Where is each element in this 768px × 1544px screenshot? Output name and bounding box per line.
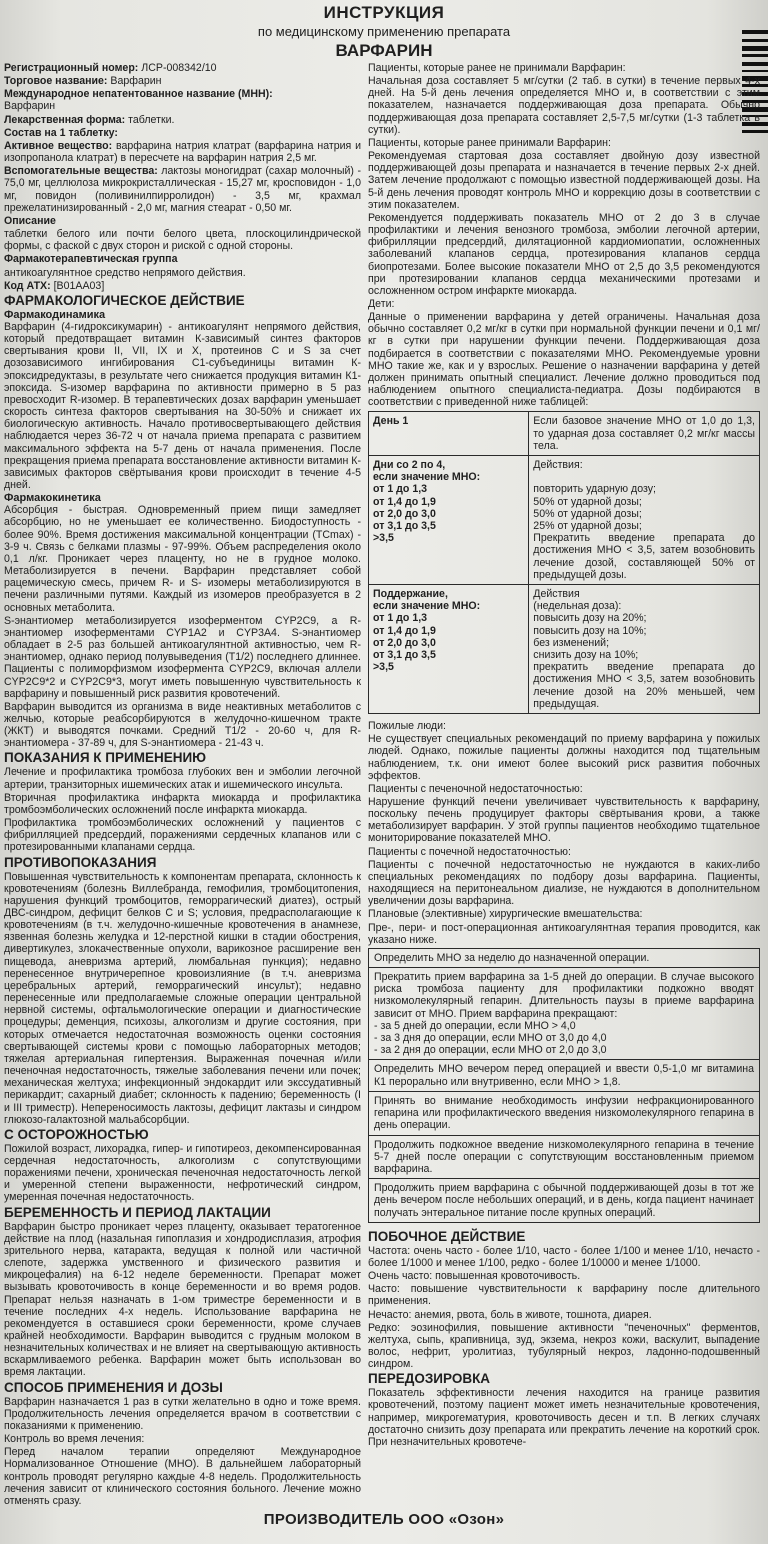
right-column: [368, 62, 760, 1449]
surgery-step: Принять во внимание необходимость инфузии нефракционированного гепарина или профилактического введения низкомолекулярного гепарина в день операции.: [369, 1091, 759, 1135]
dose-table-condition: [369, 455, 529, 584]
dose-table-line: от 2,0 до 3,0: [373, 636, 436, 649]
pharmacokinetics-text-2: S-энантиомер метаболизируется изоферментом CYP2C9, а R-энантиомер изоферментами CYP1A2 и CYP3A4. S-энантиомер обладает в 2-5 раз большей антикоагулянтной активностью, чем R-энантиомер, однако период полувыведения (Т1/2) последнего длиннее. Пациенты с полиморфизмом изофермента CYP2C9, включая аллели CYP2C9*2 и CYP2C9*3, могут иметь повышенную чувствительность к варфарину и повышенный риск развития кровотечений.: [4, 614, 361, 700]
dose-table-line: от 3,1 до 3,5: [373, 520, 436, 532]
section-caution: С ОСТОРОЖНОСТЬЮ: [4, 1126, 149, 1142]
dose-table-line: от 1 до 1,3: [373, 483, 428, 496]
dose-table-line: >3,5: [373, 661, 394, 674]
dose-table-condition: [369, 412, 529, 456]
elderly-label: Пожилые люди:: [368, 720, 446, 733]
pregnancy-text: Варфарин быстро проникает через плаценту, оказывает тератогенное действие на плод (назальная гипоплазия и хондродисплазия, атрофия зрительного нерва, катаракта, ведущая к полной или частичной слепоте, задержка умственного и физического развития и микроцефалия) на 6-12 неделе беременности. Препарат может вызывать кровоточивость в конце беременности и во время родов. Препарат нельзя назначать в 1-ом триместре беременности и в течение последних 4-х недель. Использование варфарина не рекомендуется в оставшиеся сроки беременности, кроме случаев крайней необходимости. Варфарин выводится с грудным молоком в незначительных количествах и не влияет на свертывающую активность вскармливаемого ребенка. Варфарин может быть использован во время лактации.: [4, 1220, 361, 1379]
dose-table-line: если значение МНО:: [373, 600, 481, 613]
doc-subtitle: по медицинскому применению препарата: [257, 24, 511, 39]
surgery-steps-box: [368, 948, 760, 1223]
side-effects-text-2: Очень часто: повышенная кровоточивость.: [368, 1270, 581, 1283]
dosage-text-3: Перед началом терапии определяют Международное Нормализованное Отношение (МНО). В дальнейшем лабораторный контроль проводят регулярно каждые 4-8 недель. Продолжительность лечения зависит от клинического состояния больного. Лечение можно отменять сразу.: [4, 1446, 361, 1507]
dose-table-line: Дни со 2 по 4,: [373, 458, 446, 471]
pharmacodynamics-text: Варфарин (4-гидроксикумарин) - антикоагулянт непрямого действия, который предотвращает витамин К-зависимый синтез факторов свертывания крови II, VII, IX и X, протеинов С и S за счет дозозависимого ингибирования С1-субъединицы витамин К-эпоксидредуктазы, в результате чего снижается продукция витамин К1-эпоксида. S-изомер варфарина по активности примерно в 5 раз превосходит R-изомер. В терапевтических дозах варфарин уменьшает скорость синтеза факторов свертывания на 30-50% и снижает их биологическую активность. Начало противосвертывающего действия наблюдается через 36-72 ч от начала приема препарата с развитием максимального эффекта на 5-7 день от начала применения. После прекращения приема препарата восстановление активности витамин К-зависимых факторов свёртывания крови происходит в течение 4-5 дней.: [4, 320, 361, 491]
manufacturer: ПРОИЗВОДИТЕЛЬ ООО «Озон»: [263, 1511, 505, 1528]
dose-table-line: Прекратить введение препарата до достижения МНО < 3,5, затем возобновить лечение дозой, составляющей 50% от предыдущей дозы.: [533, 532, 755, 581]
liver-label: Пациенты с печеночной недостаточностью:: [368, 782, 583, 795]
dosage-text-2: Контроль во время лечения:: [4, 1433, 145, 1446]
composition-label: Состав на 1 таблетку:: [4, 126, 118, 139]
dose-table-line: от 1 до 1,3: [373, 612, 428, 625]
dose-table-row: [369, 455, 760, 584]
section-overdose: ПЕРЕДОЗИРОВКА: [368, 1371, 491, 1387]
description-label: Описание: [4, 214, 56, 227]
atc-code: Код АТХ: [B01AA03]: [4, 279, 105, 292]
active-substance: Активное вещество: варфарина натрия клатрат (варфарина натрия и изопропанола клатрат) в пересчете на варфарин натрия 2,5 мг.: [4, 139, 361, 165]
subsection-pharmacokinetics: Фармакокинетика: [4, 492, 101, 505]
indications-text-3: Профилактика тромбоэмболических осложнений у пациентов с фибрилляцией предсердий, поражениями сердечных клапанов или с протезированными клапанами сердца.: [4, 817, 361, 854]
dose-table-row: [369, 412, 760, 456]
kidney-label: Пациенты с почечной недостаточностью:: [368, 845, 571, 858]
surgery-label: Плановые (элективные) хирургические вмешательства:: [368, 908, 643, 921]
dose-table-row: [369, 585, 760, 714]
section-dosage: СПОСОБ ПРИМЕНЕНИЯ И ДОЗЫ: [4, 1379, 223, 1395]
dose-table-line: от 1,4 до 1,9: [373, 624, 436, 637]
dose-table-line: Действия: [533, 588, 580, 601]
surgery-step: Прекратить прием варфарина за 1-5 дней до операции. В случае высокого риска тромбоза пациенту для профилактики подкожно вводят низкомолекулярный гепарин. Длительность паузы в приеме варфарина зависит от МНО. Прием варфарина прекращают: - за 5 дней до операции, если МНО > 4,0 - за 3 дня до операции, если МНО от 3,0 до 4,0 - за 2 дня до операции, если МНО от 2,0 до 3,0: [369, 967, 759, 1059]
doc-title: ИНСТРУКЦИЯ: [323, 3, 445, 22]
pharmacokinetics-text-3: Варфарин выводится из организма в виде неактивных метаболитов с желчью, которые реабсорбируются в желудочно-кишечном тракте (ЖКТ) и выводятся почками. Средний Т1/2 - 20-60 ч, для R-энантиомера - 37-89 ч, для S-энантиомера - 21-43 ч.: [4, 700, 361, 750]
dose-table-line: Поддержание,: [373, 588, 448, 601]
section-pharmacology: ФАРМАКОЛОГИЧЕСКОЕ ДЕЙСТВИЕ: [4, 292, 245, 308]
pharmacokinetics-text-1: Абсорбция - быстрая. Одновременный прием пищи замедляет абсорбцию, но не уменьшает ее количественно. Биодоступность - более 90%. Время достижения максимальной концентрации (TCmax) - 3-9 ч. Связь с белками плазмы - 97-99%. Объем распределения около 0,1 л/кг. Проникает через плаценту, но не в грудное молоко. Метаболизируется в печени. Варфарин представляет собой рацемическую смесь, причем R- и S- изомеры метаболизируются в печени различными путями. Каждый из изомеров преобразуется в 2 основных метаболита.: [4, 504, 361, 614]
section-pregnancy: БЕРЕМЕННОСТЬ И ПЕРИОД ЛАКТАЦИИ: [4, 1204, 271, 1220]
side-effects-text-1: Частота: очень часто - более 1/10, часто - более 1/100 и менее 1/10, нечасто - более 1/1000 и менее 1/100, редко - более 1/10000 и менее 1/1000.: [368, 1244, 760, 1269]
dose-table-line: без изменений;: [533, 636, 610, 649]
contraindications-text: Повышенная чувствительность к компонентам препарата, склонность к кровотечениям (болезнь Виллебранда, гемофилия, тромбоцитопения, нарушения функций тромбоцитов, геморрагический диатез), острый ДВС-синдром, дефицит белков С и S; условия, предрасполагающие к кровотечениям (в т.ч. желудочно-кишечные кровотечения в анамнезе, язвенная болезнь желудка и 12-перстной кишки в стадии обострения, дивертикулез, злокачественные опухоли, варикозное расширение вен пищевода, аневризма артерий, люмбальная пункция); недавно перенесенное внутричерепное кровоизлияние (в т.ч. аневризма церебральных артерий, геморрагический инсульт); недавно перенесенные или предполагаемые сложные операции центральной нервной системы, офтальмологические операции и диагностические процедуры; деменция, психозы, алкоголизм и другие состояния, при которых отмечается недостаточная возможность оценки состояния свертывающей системы крови с помощью лабораторных методов; тяжелая артериальная гипертензия. Выраженная почечная и/или печеночная недостаточность, тяжелые заболевания печени или почек; механическая желтуха; инфекционный эндокардит или экссудативный перикардит; сахарный диабет; склонность к падению; беременность (I и III триместр). Непереносимость лактозы, дефицит лактазы и синдром глюкозо-галактозной мальабсорбции.: [4, 870, 361, 1126]
dose-table-condition: [369, 585, 529, 714]
dose-table-line: 50% от ударной дозы;: [533, 507, 642, 520]
pediatric-dose-table: [368, 411, 760, 714]
dose-table-line: [533, 471, 755, 483]
surgery-step: Продолжить прием варфарина с обычной поддерживающей дозы в тот же день вечером после небольших операций, и в день, когда пациент начинает получать энтеральное питание после крупных операций.: [369, 1178, 759, 1222]
liver-text: Нарушение функций печени увеличивает чувствительность к варфарину, поскольку печень продуцирует факторы свёртывания крови, а также метаболизирует варфарин. У этой группы пациентов необходимо тщательное мониторирование показателей МНО.: [368, 795, 760, 845]
caution-text: Пожилой возраст, лихорадка, гипер- и гипотиреоз, декомпенсированная сердечная недостаточность, алкоголизм с сопутствующими поражениями печени, хроническая печеночная недостаточность легкой и умеренной степени выраженности, нефротический синдром, умеренная почечная недостаточность.: [4, 1142, 361, 1204]
drug-name: ВАРФАРИН: [335, 41, 433, 60]
reg-number: Регистрационный номер: ЛСР-008342/10: [4, 62, 217, 74]
excipients: Вспомогательные вещества: лактозы моногидрат (сахар молочный) - 75,0 мг, целлюлоза микрокристаллическая - 15,27 мг, кросповидон - 1,0 мг, повидон (поливинилпирролидон) - 3,5 мг, крахмал прежелатинизированный - 2,0 мг, магния стеарат - 0,50 мг.: [4, 165, 361, 214]
dosage-text-1: Варфарин назначается 1 раз в сутки желательно в одно и тоже время. Продолжительность лечения определяется врачом в соответствии с показаниями к применению.: [4, 1395, 361, 1432]
surgery-step: Определить МНО вечером перед операцией и ввести 0,5-1,0 мг витамина К1 перорально или внутривенно, если МНО > 1,8.: [369, 1059, 759, 1090]
surgery-step: Определить МНО за неделю до назначенной операции.: [374, 951, 650, 964]
section-contraindications: ПРОТИВОПОКАЗАНИЯ: [4, 854, 157, 870]
side-effects-text-4: Нечасто: анемия, рвота, боль в животе, тошнота, диарея.: [368, 1308, 652, 1321]
prior-patients-text: Рекомендуемая стартовая доза составляет двойную дозу известной поддерживающей дозы препарата и назначается в течение первых 2-х дней. Затем лечение продолжают с помощью известной поддерживающей дозы. На 5-й день лечения проводят контроль МНО и коррекцию дозы в соответствии с этим показателем.: [368, 150, 760, 211]
children-text: Данные о применении варфарина у детей ограничены. Начальная доза обычно составляет 0,2 мг/кг в сутки при нормальной функции печени и 0,1 мг/кг в сутки при нарушении функции печени. Поддерживающая доза подбирается в соответствии с показателями МНО. Рекомендуемые уровни МНО такие же, как и у взрослых. Решение о назначении варфарина у детей должен принимать опытный специалист. Лечение должно проводиться под наблюдением опытного специалиста-педиатра. Дозы подбираются в соответствии с приведенной ниже таблицей:: [368, 311, 760, 409]
inn-name: Международное непатентованное название (МНН): Варфарин: [4, 88, 273, 113]
subsection-pharmacodynamics: Фармакодинамика: [4, 308, 106, 321]
dose-table-line: от 3,1 до 3,5: [373, 649, 436, 662]
overdose-text: Показатель эффективности лечения находится на границе развития кровотечений, поэтому пациент может иметь незначительные кровотечения, например, микрогематурия, кровоточивость десен и т.п. В легких случаях достаточно снизить дозу препарата или прекратить лечение на короткий срок. При незначительных кровотече-: [368, 1387, 760, 1448]
kidney-text: Пациенты с почечной недостаточностью не нуждаются в каких-либо специальных рекомендациях по подбору дозы варфарина. Пациенты, находящиеся на перитонеальном диализе, не нуждаются в дополнительном увеличении дозы варфарина.: [368, 858, 760, 908]
section-side-effects: ПОБОЧНОЕ ДЕЙСТВИЕ: [368, 1228, 526, 1244]
elderly-text: Не существует специальных рекомендаций по приему варфарина у пожилых людей. Однако, пожилые пациенты должны находится под тщательным наблюдением, т.к. они имеют более высокий риск развития побочных эффектов.: [368, 733, 760, 782]
dose-table-line: >3,5: [373, 532, 394, 545]
dose-table-line: если значение МНО:: [373, 471, 481, 484]
side-effects-text-5: Редко: эозинофилия, повышение активности "печеночных" ферментов, желтуха, сыпь, крапивница, зуд, экзема, некроз кожи, васкулит, выпадение волос, нефрит, уролитиаз, тубулярный некроз, ладонно-подошвенный синдром.: [368, 1321, 760, 1371]
inr-recommendation-text: Рекомендуется поддерживать показатель МНО от 2 до 3 в случае профилактики и лечения венозного тромбоза, эмболии легочной артерии, фибрилляции предсердий, дилятационной кардиомиопатии, осложненных заболеваний клапанов сердца, протезирования клапанов сердца биопротезами. Более высокие показатели МНО от 2,5 до 3,5 рекомендуются при протезировании клапанов сердца механическими протезами и осложненном остром инфаркте миокарда.: [368, 211, 760, 297]
dose-table-line: от 2,0 до 3,0: [373, 507, 436, 520]
prior-patients-label: Пациенты, которые ранее принимали Варфарин:: [368, 136, 611, 149]
document-header: [0, 0, 768, 61]
dose-table-action: [529, 412, 760, 456]
description-text: таблетки белого или почти белого цвета, плоскоцилиндрической формы, с фаской с двух сторон и риской с одной стороны.: [4, 228, 361, 253]
dose-table-line: Действия:: [533, 458, 583, 471]
dose-table-line: снизить дозу на 10%;: [533, 649, 639, 662]
dose-table-action: [529, 585, 760, 714]
dose-table-action: [529, 455, 760, 584]
pharm-group-label: Фармакотерапевтическая группа: [4, 253, 178, 266]
dose-table-line: от 1,4 до 1,9: [373, 495, 436, 508]
dose-table-line: прекратить введение препарата до достижения МНО < 3,5, затем возобновить лечение дозой на 20% меньшей, чем предыдущая.: [533, 661, 755, 710]
dose-table-line: День 1: [373, 415, 409, 428]
children-label: Дети:: [368, 297, 395, 310]
pharm-group-text: антикоагулянтное средство непрямого действия.: [4, 266, 246, 279]
left-column: [4, 62, 361, 1508]
dose-table-line: 50% от ударной дозы;: [533, 495, 642, 508]
naive-patients-text: Начальная доза составляет 5 мг/сутки (2 таб. в сутки) в течение первых 4-х дней. На 5-й день лечения определяется МНО и, в соответствии с этим показателем, назначается поддерживающая доза препарата. Обычно поддерживающая доза препарата составляет 2,5-7,5 мг/сутки (1-3 таблетка в сутки).: [368, 75, 760, 136]
surgery-step: Продолжить подкожное введение низкомолекулярного гепарина в течение 5-7 дней после операции с сопутствующим восстановленным приемом варфарина.: [369, 1135, 759, 1179]
dose-table-line: 25% от ударной дозы;: [533, 520, 642, 532]
side-effects-text-3: Часто: повышение чувствительности к варфарину после длительного применения.: [368, 1283, 760, 1308]
dosage-form: Лекарственная форма: таблетки.: [4, 113, 175, 126]
naive-patients-label: Пациенты, которые ранее не принимали Варфарин:: [368, 62, 626, 74]
dose-table-line: повысить дозу на 20%;: [533, 612, 647, 625]
dose-table-line: повторить ударную дозу;: [533, 483, 656, 496]
indications-text-1: Лечение и профилактика тромбоза глубоких вен и эмболии легочной артерии, транзиторных ишемических атак и ишемического инсульта.: [4, 766, 361, 791]
section-indications: ПОКАЗАНИЯ К ПРИМЕНЕНИЮ: [4, 750, 207, 766]
trade-name: Торговое название: Варфарин: [4, 75, 162, 88]
surgery-text: Пре-, пери- и пост-операционная антикоагулянтная терапия проводится, как указано ниже.: [368, 921, 760, 946]
dose-table-line: (недельная доза):: [533, 600, 622, 613]
dose-table-line: повысить дозу на 10%;: [533, 624, 647, 637]
indications-text-2: Вторичная профилактика инфаркта миокарда и профилактика тромбоэмболических осложнений после инфаркта миокарда.: [4, 791, 361, 816]
dose-table-line: Если базовое значение МНО от 1,0 до 1,3, то ударная доза составляет 0,2 мг/кг массы тела.: [533, 415, 755, 452]
